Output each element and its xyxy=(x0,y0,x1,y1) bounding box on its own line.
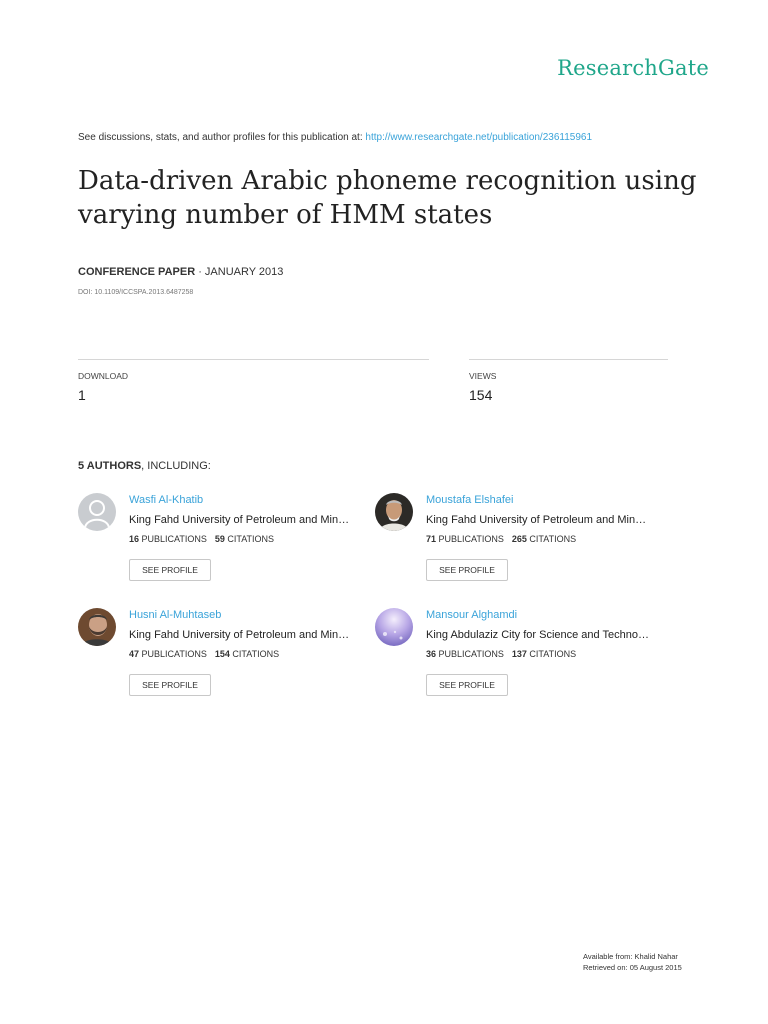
author-name[interactable]: Wasfi Al-Khatib xyxy=(129,494,204,506)
retrieved-on: Retrieved on: 05 August 2015 xyxy=(583,963,682,972)
author-info xyxy=(426,493,676,544)
publication-type: CONFERENCE PAPER xyxy=(78,266,196,278)
doi: DOI: 10.1109/ICCSPA.2013.6487258 xyxy=(78,289,194,296)
author-card xyxy=(375,608,675,718)
publication-link[interactable]: http://www.researchgate.net/publication/236115961 xyxy=(365,132,593,143)
author-institution[interactable]: King Fahd University of Petroleum and Min… xyxy=(129,629,350,641)
author-stats xyxy=(426,534,676,544)
views-label: VIEWS xyxy=(469,371,497,381)
author-name[interactable]: Moustafa Elshafei xyxy=(426,494,514,506)
author-photo[interactable] xyxy=(78,608,116,646)
authors-count: 5 AUTHORS xyxy=(78,460,142,472)
publications-label: PUBLICATIONS xyxy=(139,534,207,544)
discussion-line xyxy=(78,132,592,143)
authors-suffix: , INCLUDING: xyxy=(141,460,211,472)
citations-count: 265 xyxy=(511,534,527,544)
author-stats xyxy=(426,649,676,659)
author-photo[interactable] xyxy=(375,493,413,531)
views-stat xyxy=(469,359,668,403)
author-info xyxy=(129,493,379,544)
author-name[interactable]: Mansour Alghamdi xyxy=(426,609,518,621)
author-card xyxy=(78,608,378,718)
publications-count: 16 xyxy=(129,534,140,544)
author-name[interactable]: Husni Al-Muhtaseb xyxy=(129,609,222,621)
author-info xyxy=(129,608,379,659)
publications-label: PUBLICATIONS xyxy=(436,534,504,544)
views-count: 154 xyxy=(469,387,493,403)
citations-label: CITATIONS xyxy=(229,649,280,659)
publications-count: 71 xyxy=(426,534,437,544)
author-institution[interactable]: King Fahd University of Petroleum and Min… xyxy=(426,514,647,526)
see-profile-button[interactable]: SEE PROFILE xyxy=(426,674,508,696)
author-stats xyxy=(129,534,379,544)
see-profile-button[interactable]: SEE PROFILE xyxy=(129,559,211,581)
download-label: DOWNLOAD xyxy=(78,371,129,381)
author-card xyxy=(78,493,378,603)
see-profile-button[interactable]: SEE PROFILE xyxy=(129,674,211,696)
citations-count: 154 xyxy=(214,649,230,659)
citations-count: 137 xyxy=(511,649,527,659)
publications-label: PUBLICATIONS xyxy=(139,649,207,659)
paper-title: Data-driven Arabic phoneme recognition using varying number of HMM states xyxy=(78,166,697,230)
citations-label: CITATIONS xyxy=(526,649,577,659)
author-photo[interactable] xyxy=(375,608,413,646)
author-card xyxy=(375,493,675,603)
download-count: 1 xyxy=(78,387,86,403)
available-from: Available from: Khalid Nahar xyxy=(583,952,678,961)
publications-count: 47 xyxy=(129,649,140,659)
author-stats xyxy=(129,649,379,659)
paper-meta xyxy=(78,266,283,278)
author-info xyxy=(426,608,676,659)
default-avatar-icon[interactable] xyxy=(78,493,116,531)
publications-label: PUBLICATIONS xyxy=(436,649,504,659)
publication-date: · JANUARY 2013 xyxy=(195,266,284,278)
download-stat xyxy=(78,359,429,403)
author-institution[interactable]: King Abdulaziz City for Science and Techno… xyxy=(426,629,649,641)
citations-label: CITATIONS xyxy=(526,534,577,544)
authors-heading xyxy=(78,460,211,472)
citations-count: 59 xyxy=(214,534,225,544)
citations-label: CITATIONS xyxy=(224,534,275,544)
researchgate-logo[interactable]: ResearchGate xyxy=(557,56,709,80)
publications-count: 36 xyxy=(426,649,437,659)
availability-footer xyxy=(583,951,682,973)
discussion-text: See discussions, stats, and author profiles for this publication at: xyxy=(78,132,366,143)
see-profile-button[interactable]: SEE PROFILE xyxy=(426,559,508,581)
author-institution[interactable]: King Fahd University of Petroleum and Min… xyxy=(129,514,350,526)
